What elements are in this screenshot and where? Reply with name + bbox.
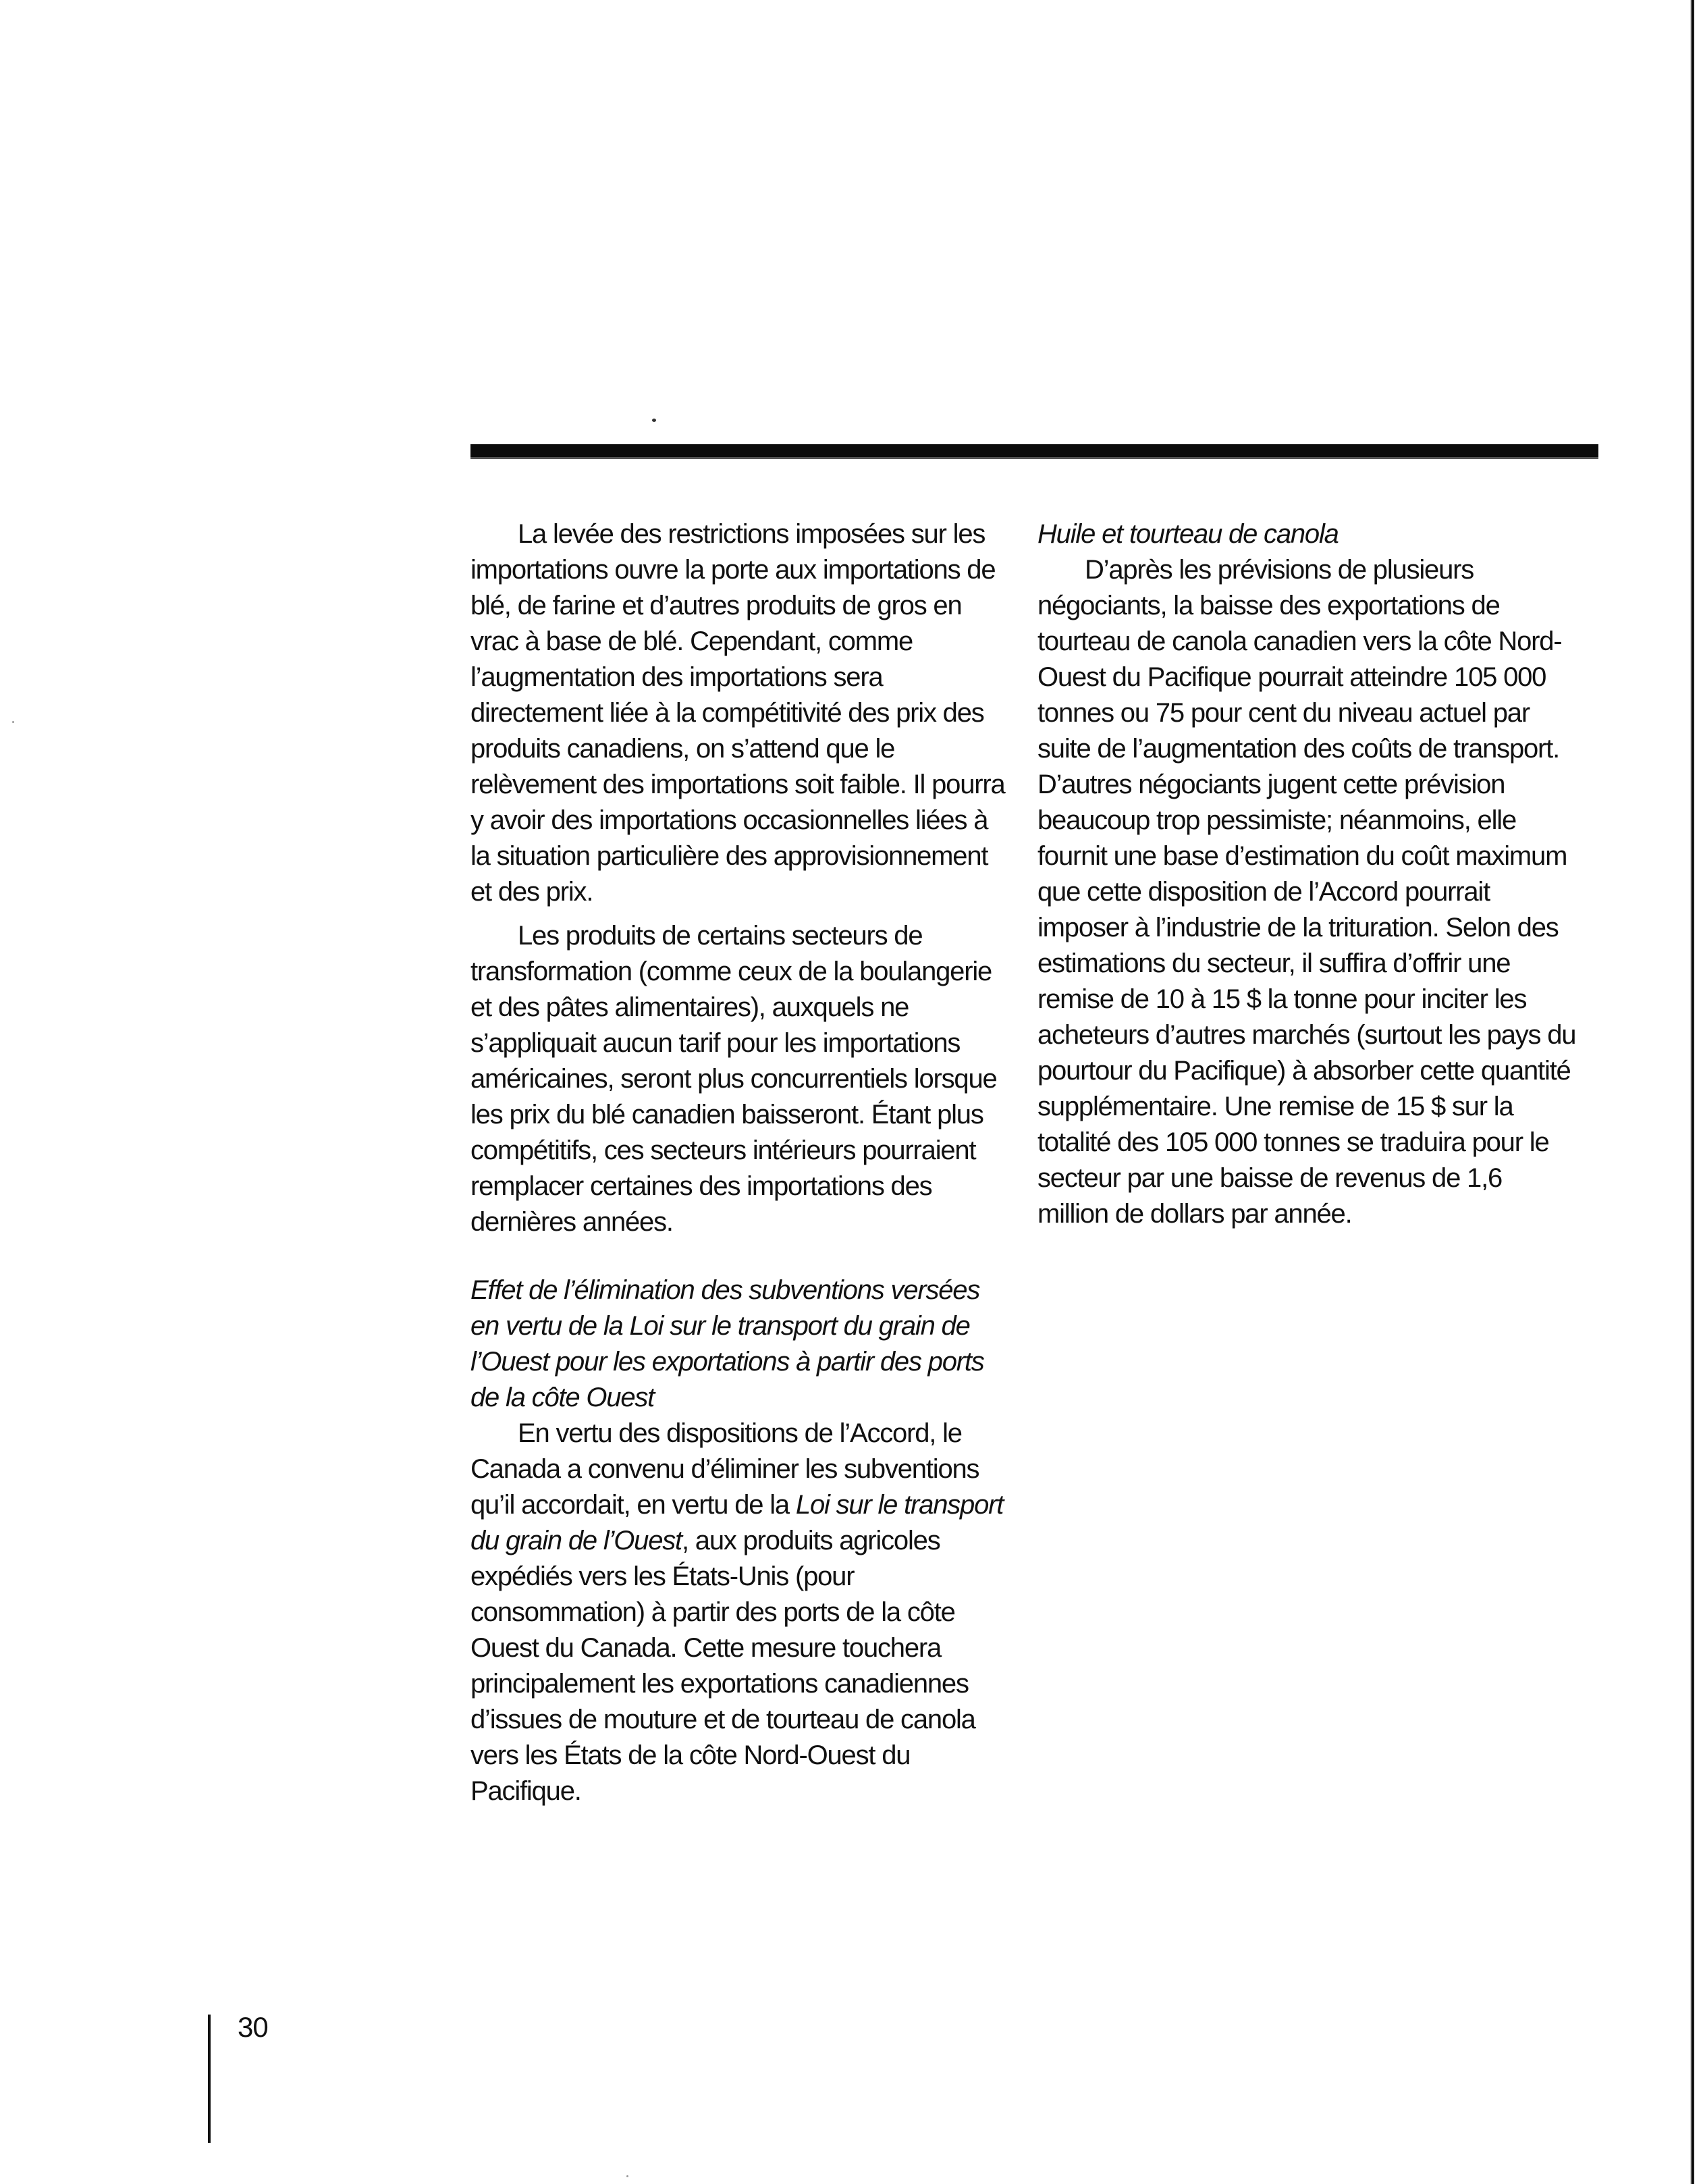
right-column [1037, 516, 1577, 1240]
section-heading: Effet de l’élimination des subventions versées en vertu de la Loi sur le transport du grain de l’Ouest pour les exportations à partir des ports de la côte Ouest [470, 1275, 984, 1412]
page-number: 30 [238, 2011, 268, 2043]
law-title: Loi sur le transport du grain de l’Ouest [470, 1490, 1004, 1555]
scan-speck [626, 2175, 628, 2177]
paragraph [470, 1416, 1010, 1809]
paragraph-text: , aux produits agricoles expédiés vers les États-Unis (pour consommation) à partir des ports de la côte Ouest du Canada. Cette mesure touchera principalement les exportations canadiennes d’issues de mouture et de tourteau de canola vers les États de la côte Nord-Ouest du Pacifique. [470, 1526, 975, 1806]
section-heading: Huile et tourteau de canola [1037, 519, 1339, 549]
paragraph: D’après les prévisions de plusieurs négociants, la baisse des exportations de tourteau de canola canadien vers la côte Nord-Ouest du Pacifique pourrait atteindre 105 000 tonnes ou 75 pour cent du niveau actuel par suite de l’augmentation des coûts de transport. D’autres négociants jugent cette prévision beaucoup trop pessimiste; néanmoins, elle fournit une base d’estimation du coût maximum que cette disposition de l’Accord pourrait imposer à l’industrie de la trituration. Selon des estimations du secteur, il suffira d’offrir une remise de 10 à 15 $ la tonne pour inciter les acheteurs d’autres marchés (surtout les pays du pourtour du Pacifique) à absorber cette quantité supplémentaire. Une remise de 15 $ sur la totalité des 105 000 tonnes se traduira pour le secteur par une baisse de revenus de 1,6 million de dollars par année. [1037, 555, 1576, 1229]
paragraph-text: En vertu des dispositions de l’Accord, le Canada a convenu d’éliminer les subventions qu’il accordait, en vertu de la [470, 1418, 979, 1520]
paragraph: La levée des restrictions imposées sur les importations ouvre la porte aux importations de blé, de farine et d’autres produits de gros en vrac à base de blé. Cependant, comme l’augmentation des importations sera directement liée à la compétitivité des prix des produits canadiens, on s’attend que le relèvement des importations soit faible. Il pourra y avoir des importations occasionnelles liées à la situation particulière des approvisionnement et des prix. [470, 519, 1005, 907]
page-number-bar [208, 2015, 211, 2143]
scan-edge [1690, 0, 1694, 2184]
header-rule [470, 444, 1598, 459]
scan-speck [652, 419, 656, 422]
left-column [470, 516, 1010, 1817]
scan-speck [12, 721, 14, 723]
paragraph: Les produits de certains secteurs de transformation (comme ceux de la boulangerie et des pâtes alimentaires), auxquels ne s’appliquait aucun tarif pour les importations américaines, seront plus concurrentiels lorsque les prix du blé canadien baisseront. Étant plus compétitifs, ces secteurs intérieurs pourraient remplacer certaines des importations des dernières années. [470, 921, 997, 1237]
